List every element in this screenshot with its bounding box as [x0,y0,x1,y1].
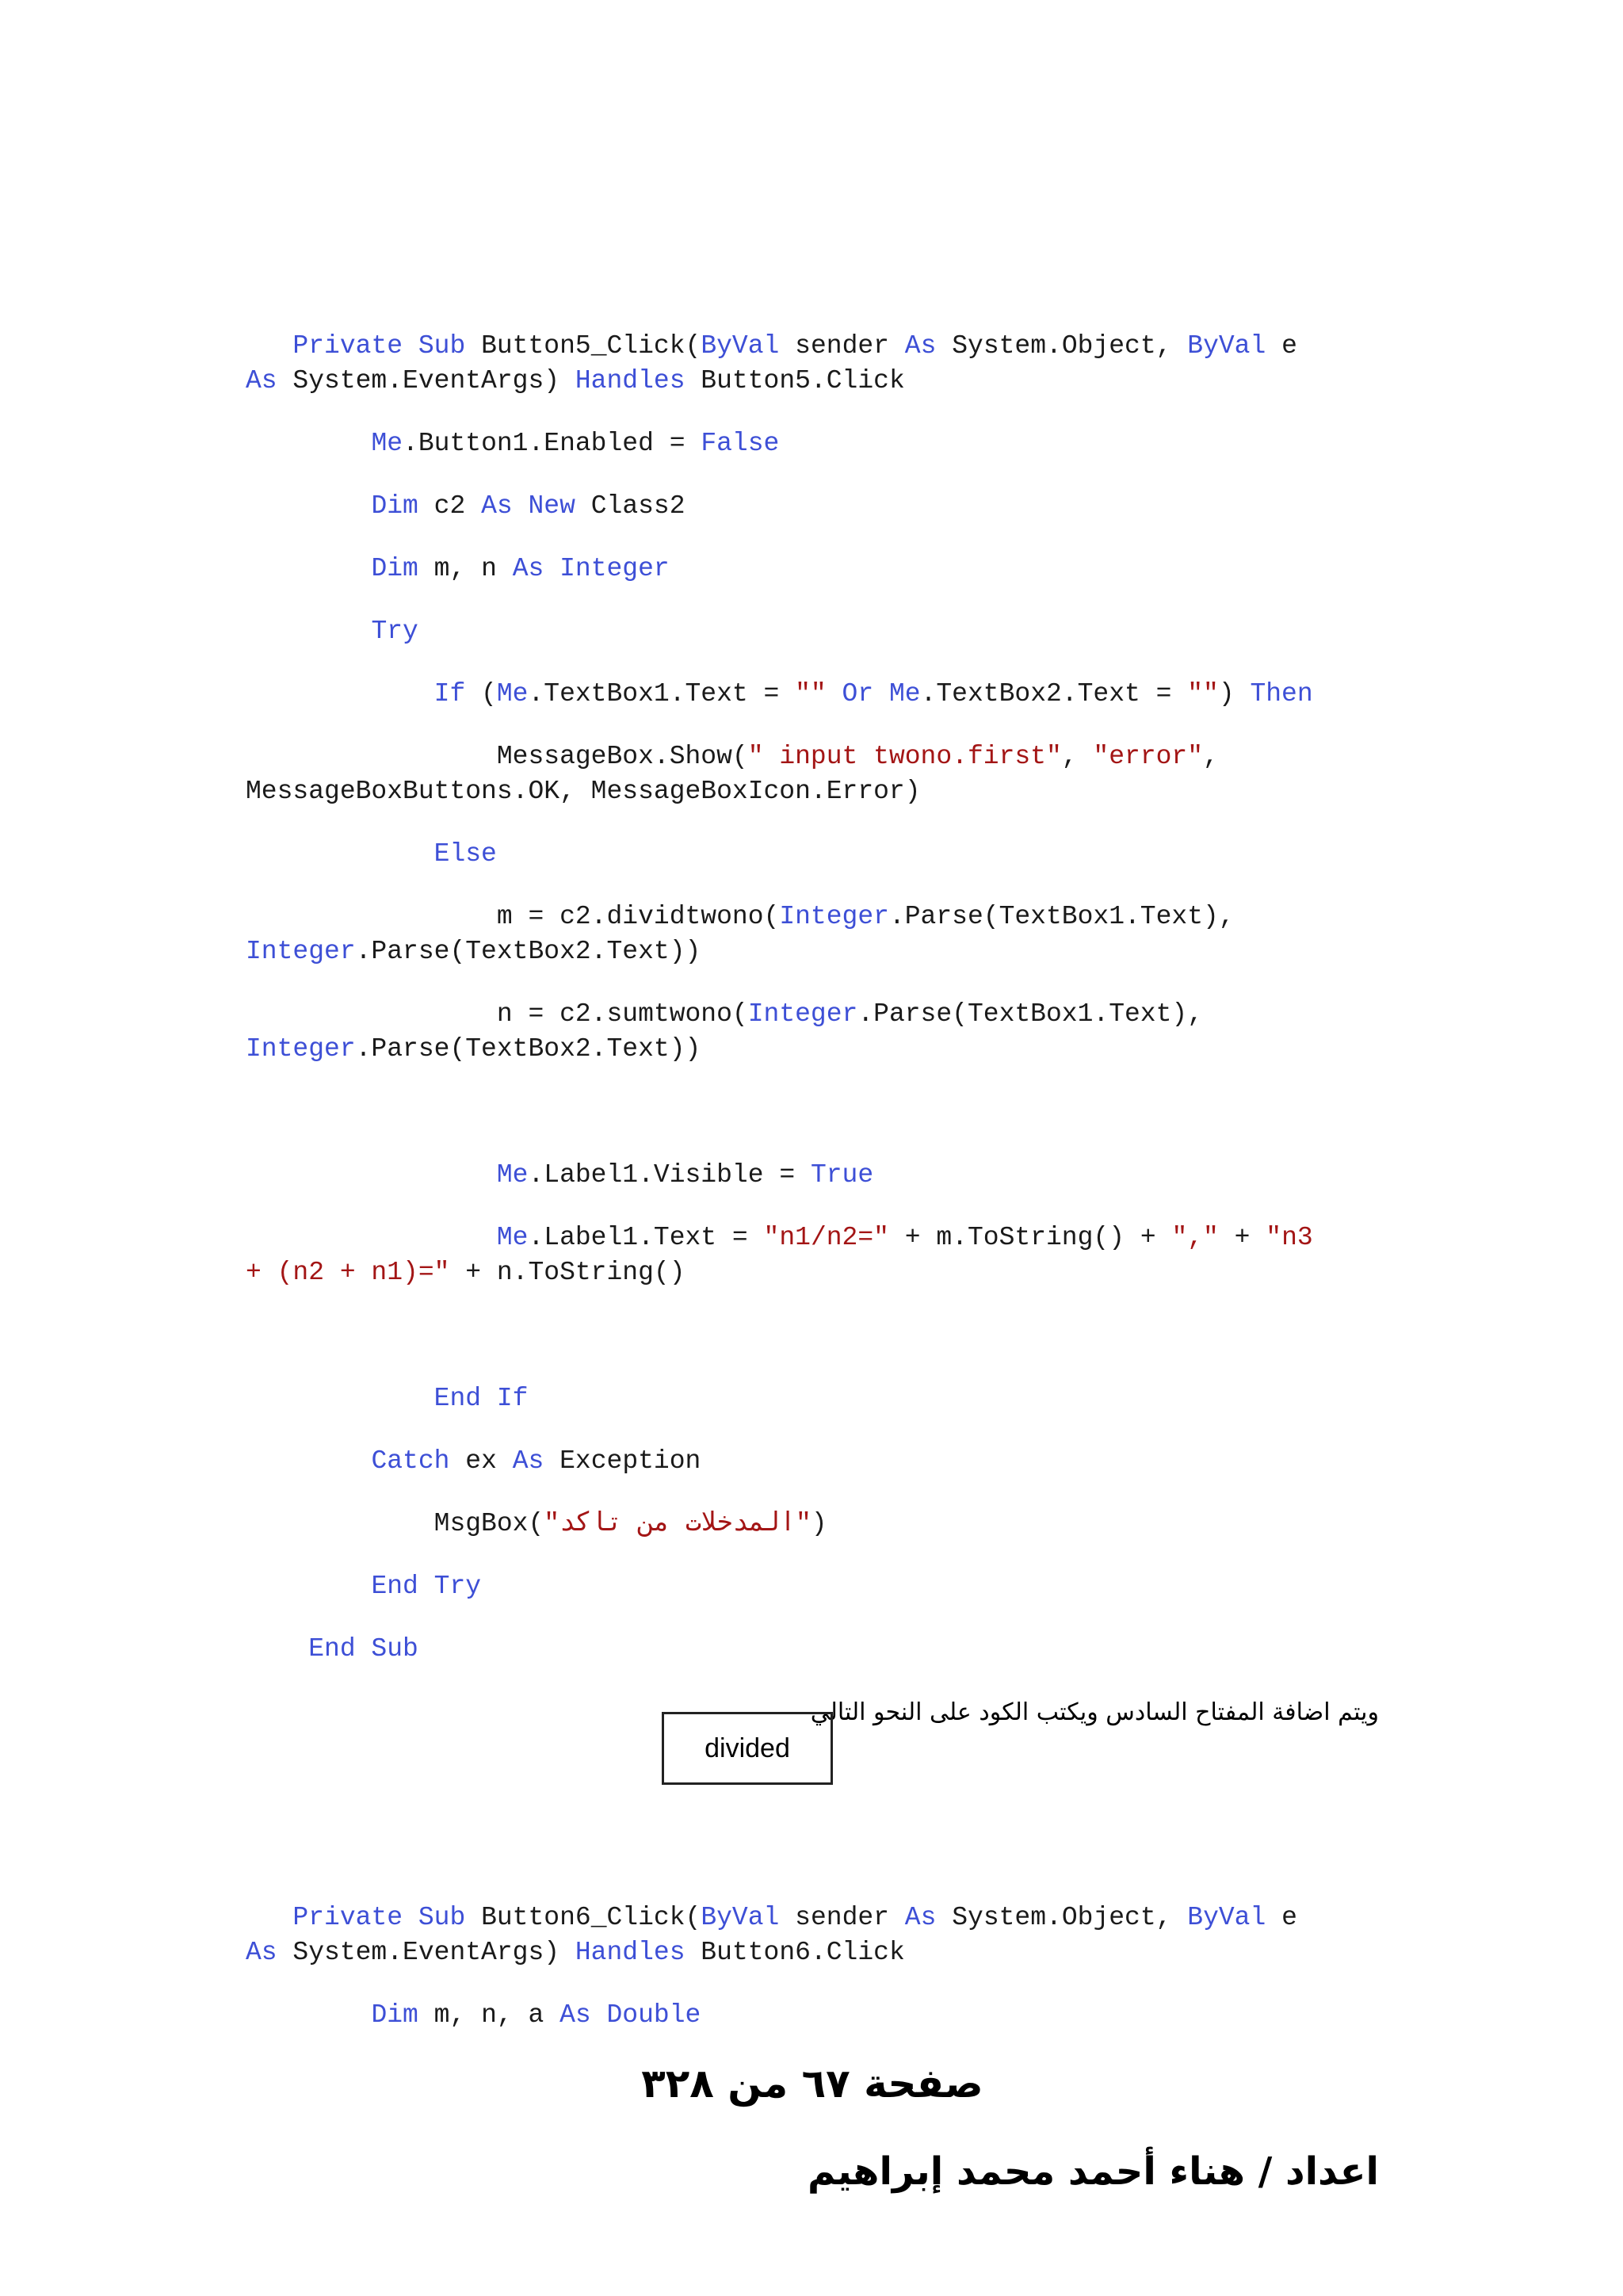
keyword: Private Sub [292,331,466,361]
code-text: m, n [418,554,513,583]
keyword: As [904,1903,937,1932]
code-line-dim [246,1998,1395,2033]
keyword: If [433,679,466,709]
instruction-note: ويتم اضافة المفتاح السادس ويكتب الكود على النحو التالي [810,1698,1379,1726]
author-credit: اعداد / هناء أحمد محمد إبراهيم [807,2149,1379,2194]
code-text: + [1218,1223,1266,1252]
keyword: ByVal [1187,1903,1266,1932]
code-text: System.Object, [936,1903,1188,1932]
code-text: Button6.Click [685,1938,905,1967]
code-line-msgbox-arabic [246,1507,1395,1541]
code-text: .Parse(TextBox1.Text), [857,999,1204,1029]
keyword: ByVal [1187,331,1266,361]
code-text: sender [779,331,905,361]
code-text: ( [465,679,497,709]
code-line-try [246,614,1395,649]
code-block-button5 [246,329,1395,1667]
code-text: , [1203,742,1219,771]
keyword: Private Sub [292,1903,466,1932]
code-text: e [1266,1903,1297,1932]
keyword: As New [481,491,575,521]
keyword: As Double [559,2000,701,2030]
divided-button-illustration [662,1712,833,1785]
keyword: Handles [575,1938,685,1967]
code-line-button-enabled [246,426,1395,461]
keyword: End Sub [308,1634,418,1664]
code-text: m, n, a [418,2000,560,2030]
page-number: صفحة ٦٧ من ٣٢٨ [641,2061,983,2107]
string-literal: " input twono.first" [747,742,1062,771]
keyword: As [246,1938,277,1967]
keyword: Dim [371,554,418,583]
keyword: As Integer [512,554,670,583]
code-line-label-text-cont [246,1255,1395,1290]
code-text: m = c2.dividtwono( [496,902,780,931]
code-text: Class2 [575,491,685,521]
keyword: Me [371,429,403,458]
keyword: Integer [779,902,889,931]
code-line-messagebox-cont [246,774,1395,809]
divided-button-label: divided [705,1733,790,1763]
code-text: ) [811,1509,827,1538]
code-text: .TextBox1.Text = [528,679,796,709]
keyword: Try [371,617,418,646]
keyword: Me [496,1160,529,1190]
code-text: sender [779,1903,905,1932]
code-text [873,679,889,709]
keyword: Then [1250,679,1313,709]
code-line-label-visible [246,1158,1395,1193]
code-block-button6 [246,1901,1395,2033]
code-text: c2 [418,491,482,521]
keyword: False [701,429,780,458]
code-line-m-assign-cont [246,934,1395,969]
keyword: Integer [246,1034,356,1064]
keyword: Dim [371,2000,418,2030]
code-text: .Button1.Enabled = [403,429,701,458]
keyword: Integer [747,999,858,1029]
keyword: True [810,1160,874,1190]
keyword: Integer [246,937,356,966]
code-text: .Parse(TextBox1.Text), [888,902,1235,931]
code-line-dim-c2 [246,489,1395,524]
keyword: As [904,331,937,361]
code-text: MessageBoxButtons.OK, MessageBoxIcon.Error) [246,777,921,806]
code-text: MessageBox.Show( [496,742,748,771]
code-line-sub-header-cont [246,1935,1395,1970]
code-line-n-assign-cont [246,1032,1395,1067]
code-text: n = c2.sumtwono( [496,999,748,1029]
keyword: Me [888,679,921,709]
code-text: System.Object, [936,331,1188,361]
code-line-catch [246,1444,1395,1479]
code-text: e [1266,331,1297,361]
code-text: Button5_Click( [465,331,701,361]
string-literal: "n3 [1266,1223,1313,1252]
code-line-m-assign [246,900,1395,934]
code-line-end-if [246,1381,1395,1416]
string-literal: "" [795,679,827,709]
code-line-if [246,677,1395,712]
code-text: System.EventArgs) [277,1938,575,1967]
keyword: Me [496,1223,529,1252]
code-text: .Label1.Visible = [528,1160,811,1190]
code-line-end-try [246,1569,1395,1604]
code-line-n-assign [246,997,1395,1032]
keyword: Dim [371,491,418,521]
keyword: Or [842,679,874,709]
code-line-label-text [246,1221,1395,1255]
string-literal: "" [1187,679,1219,709]
keyword: As [512,1446,544,1476]
code-text [827,679,842,709]
string-literal: "error" [1093,742,1204,771]
code-text: ) [1218,679,1251,709]
code-line-messagebox [246,739,1395,774]
code-line-end-sub [246,1632,1395,1667]
code-text: MsgBox( [433,1509,544,1538]
code-text: , [1061,742,1094,771]
code-line-sub-header [246,329,1395,364]
keyword: Catch [371,1446,450,1476]
code-text: Button5.Click [685,366,905,395]
code-text: .Parse(TextBox2.Text)) [355,937,701,966]
keyword: End If [433,1384,529,1413]
code-text: ex [449,1446,513,1476]
code-text: .Label1.Text = [528,1223,764,1252]
code-text: Exception [544,1446,701,1476]
string-literal: "," [1171,1223,1219,1252]
code-line-sub-header [246,1901,1395,1935]
code-text: + m.ToString() + [888,1223,1172,1252]
code-text: .TextBox2.Text = [920,679,1188,709]
keyword: As [246,366,277,395]
keyword: ByVal [701,331,780,361]
code-line-dim-mn [246,552,1395,586]
code-text: + n.ToString() [449,1258,685,1287]
keyword: ByVal [701,1903,780,1932]
string-literal: "المدخلات من تاكد" [544,1509,812,1538]
keyword: Me [496,679,529,709]
string-literal: + (n2 + n1)=" [246,1258,450,1287]
keyword: Else [433,839,497,869]
code-text: System.EventArgs) [277,366,575,395]
code-text: Button6_Click( [465,1903,701,1932]
string-literal: "n1/n2=" [763,1223,889,1252]
code-text: .Parse(TextBox2.Text)) [355,1034,701,1064]
code-line-else [246,837,1395,872]
code-line-sub-header-cont [246,364,1395,399]
keyword: Handles [575,366,685,395]
keyword: End Try [371,1572,482,1601]
